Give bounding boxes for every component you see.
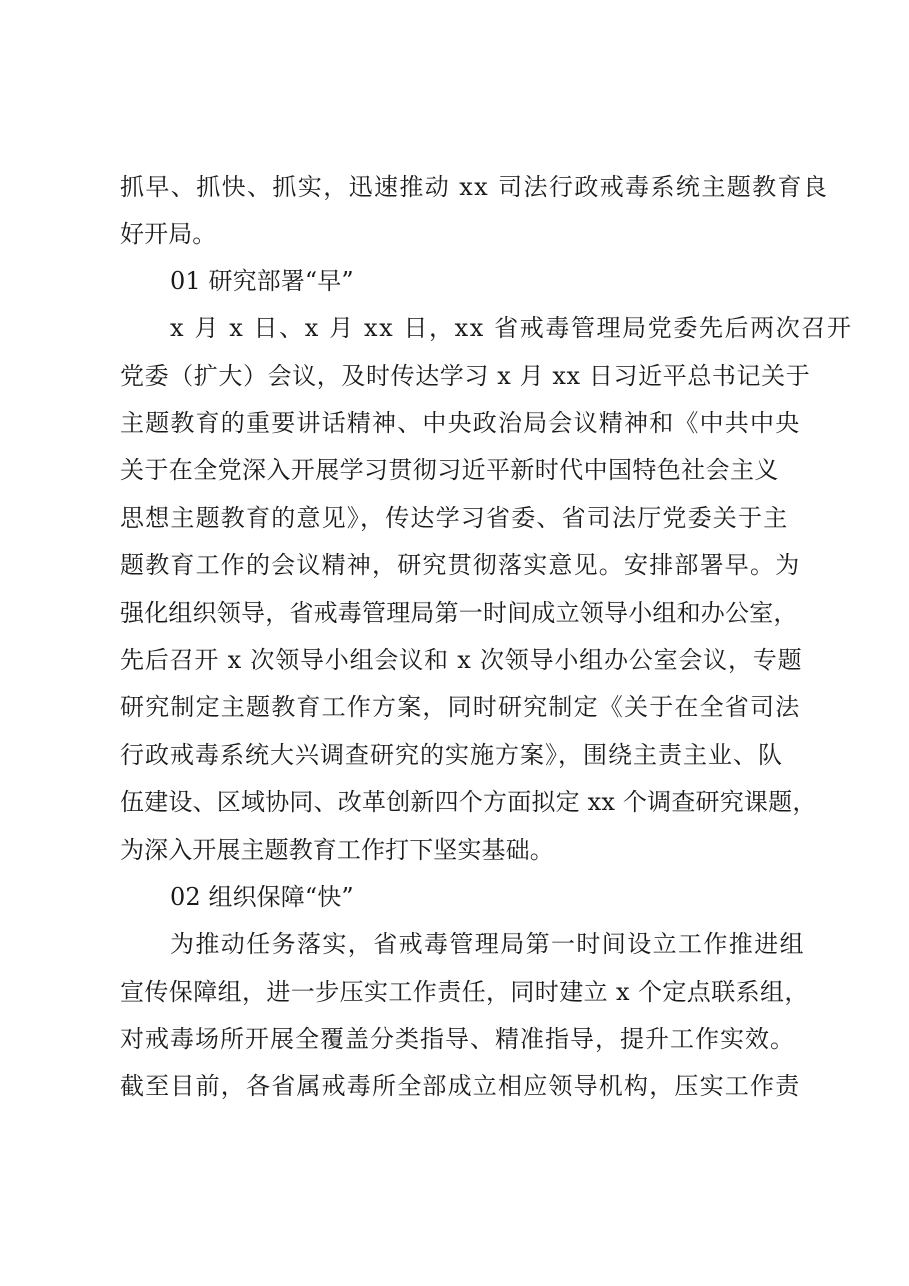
- body-text-line: 党委（扩大）会议，及时传达学习 x 月 xx 日习近平总书记关于: [120, 362, 811, 390]
- body-text-line: 主题教育的重要讲话精神、中央政治局会议精神和《中共中央: [120, 409, 801, 437]
- body-text-line: 为推动任务落实，省戒毒管理局第一时间设立工作推进组: [170, 930, 805, 958]
- body-text-line: 伍建设、区域协同、改革创新四个方面拟定 xx 个调查研究课题，: [120, 788, 817, 816]
- body-text-line: 行政戒毒系统大兴调查研究的实施方案》，围绕主责主业、队: [120, 741, 783, 769]
- body-text-line: 强化组织领导，省戒毒管理局第一时间成立领导小组和办公室，: [120, 599, 798, 627]
- section-heading-2: 02 组织保障“快”: [170, 883, 354, 911]
- body-text-line: 关于在全党深入开展学习贯彻习近平新时代中国特色社会主义: [120, 456, 779, 484]
- body-text-line: 好开局。: [120, 220, 217, 248]
- body-text-line: 先后召开 x 次领导小组会议和 x 次领导小组办公室会议，专题: [120, 646, 803, 674]
- body-text-line: 为深入开展主题教育工作打下坚实基础。: [120, 836, 554, 864]
- body-text-line: 思想主题教育的意见》，传达学习省委、省司法厅党委关于主: [120, 504, 789, 532]
- section-heading-1: 01 研究部署“早”: [170, 267, 354, 295]
- body-text-line: 截至目前，各省属戒毒所全部成立相应领导机构，压实工作责: [120, 1072, 801, 1100]
- body-text-line: 对戒毒场所开展全覆盖分类指导、精准指导，提升工作实效。: [120, 1025, 795, 1053]
- body-text-line: 宣传保障组，进一步压实工作责任，同时建立 x 个定点联系组，: [120, 978, 809, 1006]
- body-text-line: 研究制定主题教育工作方案，同时研究制定《关于在全省司法: [120, 693, 801, 721]
- body-text-line: 抓早、抓快、抓实，迅速推动 xx 司法行政戒毒系统主题教育良: [120, 173, 829, 201]
- body-text-line: 题教育工作的会议精神，研究贯彻落实意见。安排部署早。为: [120, 551, 801, 579]
- body-text-line: x 月 x 日、x 月 xx 日，xx 省戒毒管理局党委先后两次召开: [170, 314, 853, 342]
